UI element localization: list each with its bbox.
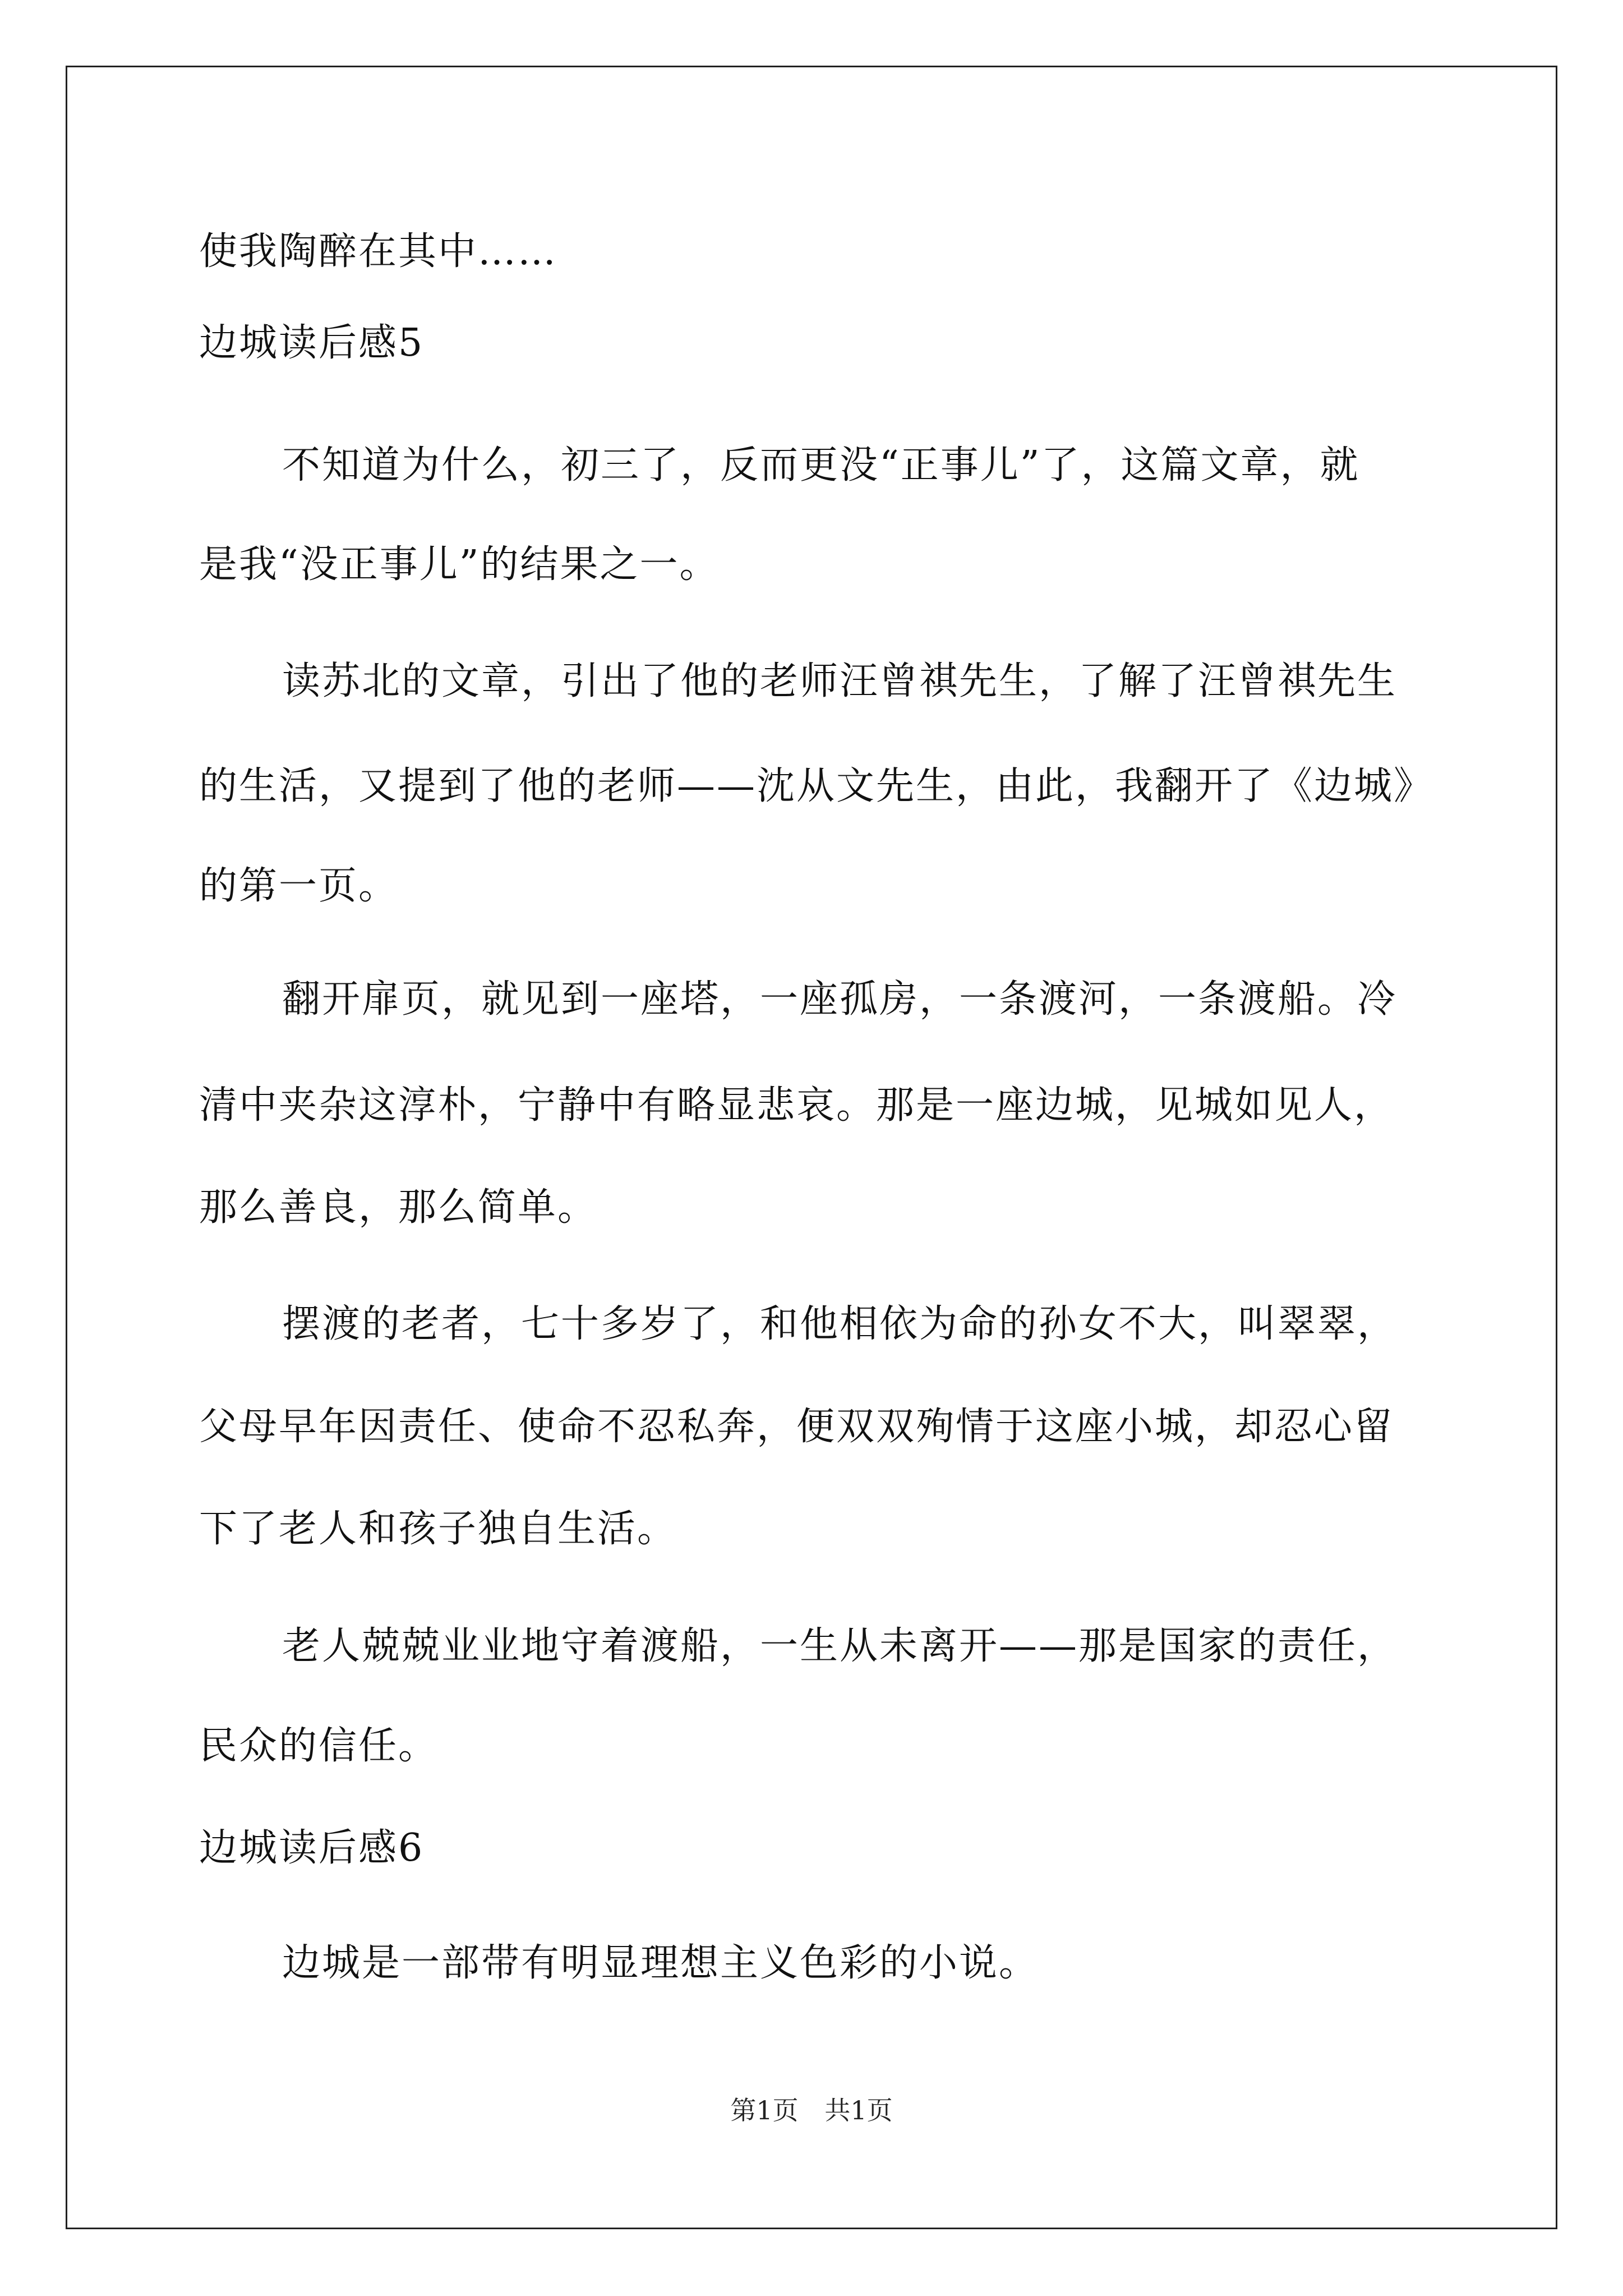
paragraph-line: 读苏北的文章，引出了他的老师汪曾祺先生，了解了汪曾祺先生 <box>282 659 1398 703</box>
text-line: 是我“没正事儿”的结果之一。 <box>199 542 720 587</box>
paragraph-line: 老人兢兢业业地守着渡船，一生从未离开——那是国家的责任， <box>282 1624 1398 1668</box>
paragraph-line: 摆渡的老者，七十多岁了，和他相依为命的孙女不大，叫翠翠， <box>282 1302 1398 1346</box>
text-line: 那么善良，那么简单。 <box>199 1185 598 1230</box>
paragraph-line: 翻开扉页，就见到一座塔，一座孤房，一条渡河，一条渡船。冷 <box>282 977 1398 1022</box>
page-total: 共1页 <box>824 2095 893 2125</box>
text-line: 的第一页。 <box>199 864 399 908</box>
text-line: 民众的信任。 <box>199 1724 439 1768</box>
page-footer <box>0 2093 1623 2127</box>
text-line: 的生活，又提到了他的老师——沈从文先生，由此，我翻开了《边城》 <box>199 764 1434 808</box>
section-heading: 边城读后感6 <box>199 1826 425 1870</box>
page-border <box>66 66 1557 2229</box>
text-line: 下了老人和孩子独自生活。 <box>199 1507 677 1551</box>
page-number: 第1页 <box>730 2095 799 2125</box>
paragraph-line: 不知道为什么，初三了，反而更没“正事儿”了，这篇文章，就 <box>282 443 1360 487</box>
text-line: 使我陶醉在其中…… <box>199 229 558 274</box>
text-line: 父母早年因责任、使命不忍私奔，便双双殉情于这座小城，却忍心留 <box>199 1405 1394 1449</box>
section-heading: 边城读后感5 <box>199 321 425 365</box>
paragraph-line: 边城是一部带有明显理想主义色彩的小说。 <box>282 1941 1039 1985</box>
text-line: 清中夹杂这淳朴，宁静中有略显悲哀。那是一座边城，见城如见人， <box>199 1083 1394 1128</box>
